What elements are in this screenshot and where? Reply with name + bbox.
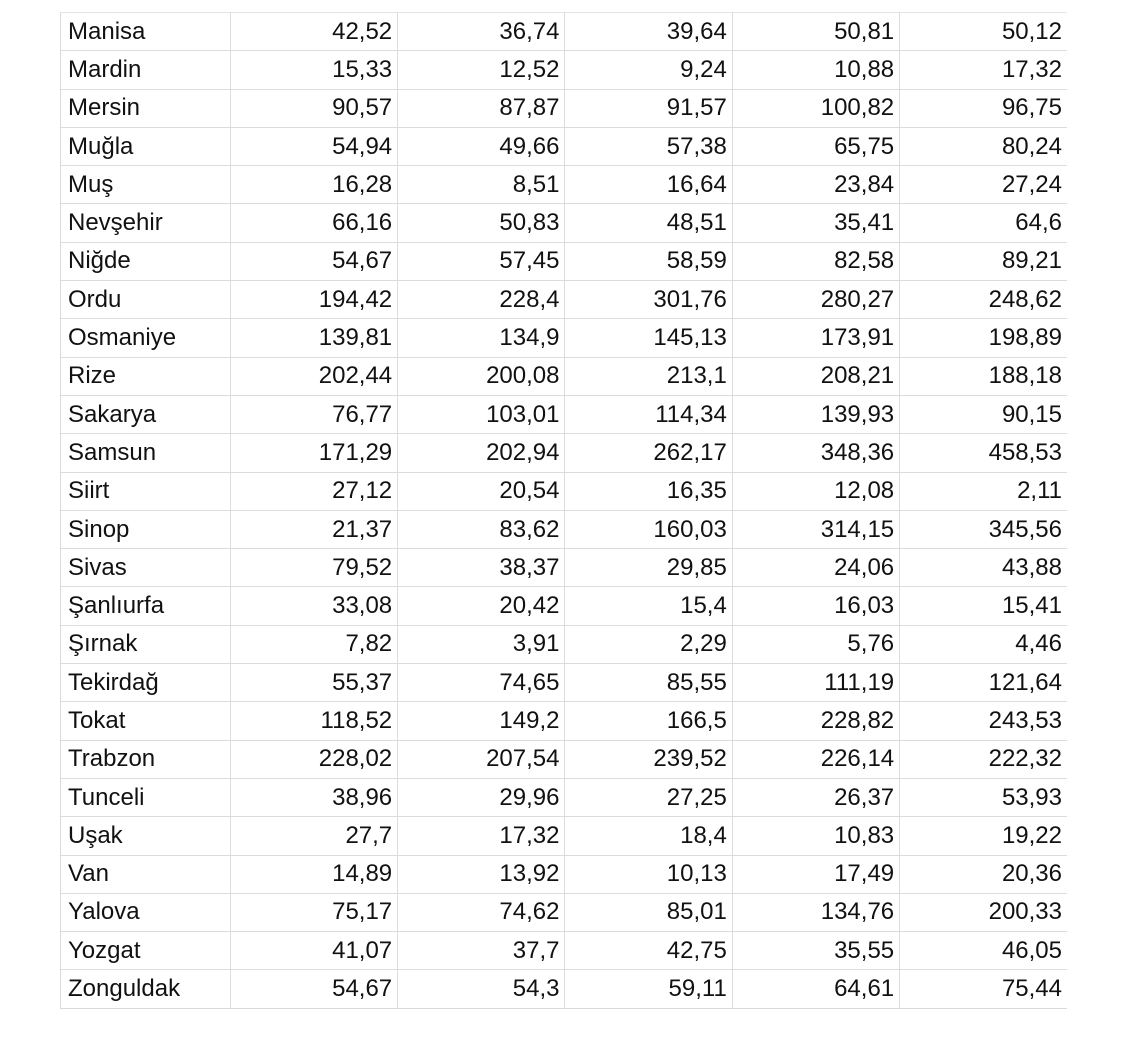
value-cell[interactable]: 114,34	[565, 395, 732, 433]
province-name-cell[interactable]: Sakarya	[61, 395, 230, 433]
value-cell[interactable]: 2,11	[900, 472, 1067, 510]
province-name-cell[interactable]: Yalova	[61, 893, 230, 931]
value-cell[interactable]: 139,93	[732, 395, 899, 433]
value-cell[interactable]: 48,51	[565, 204, 732, 242]
value-cell[interactable]: 173,91	[732, 319, 899, 357]
value-cell[interactable]: 345,56	[900, 510, 1067, 548]
table-row	[61, 281, 1067, 319]
value-cell[interactable]: 17,32	[900, 51, 1067, 89]
province-name-cell[interactable]: Muş	[61, 166, 230, 204]
table-row	[61, 472, 1067, 510]
value-cell[interactable]: 458,53	[900, 434, 1067, 472]
value-cell[interactable]: 53,93	[900, 778, 1067, 816]
value-cell[interactable]: 89,21	[900, 242, 1067, 280]
province-name-cell[interactable]: Nevşehir	[61, 204, 230, 242]
table-row	[61, 510, 1067, 548]
value-cell[interactable]: 239,52	[565, 740, 732, 778]
value-cell[interactable]: 59,11	[565, 970, 732, 1008]
value-cell[interactable]: 5,76	[732, 625, 899, 663]
value-cell[interactable]: 228,02	[230, 740, 397, 778]
value-cell[interactable]: 200,08	[398, 357, 565, 395]
province-name-cell[interactable]: Uşak	[61, 817, 230, 855]
value-cell[interactable]: 54,3	[398, 970, 565, 1008]
value-cell[interactable]: 80,24	[900, 127, 1067, 165]
value-cell[interactable]: 54,94	[230, 127, 397, 165]
value-cell[interactable]: 36,74	[398, 13, 565, 51]
province-name-cell[interactable]: Rize	[61, 357, 230, 395]
value-cell[interactable]: 188,18	[900, 357, 1067, 395]
value-cell[interactable]: 166,5	[565, 702, 732, 740]
table-row	[61, 89, 1067, 127]
value-cell[interactable]: 145,13	[565, 319, 732, 357]
value-cell[interactable]: 301,76	[565, 281, 732, 319]
value-cell[interactable]: 49,66	[398, 127, 565, 165]
table-row	[61, 932, 1067, 970]
value-cell[interactable]: 16,28	[230, 166, 397, 204]
province-name-cell[interactable]: Tekirdağ	[61, 664, 230, 702]
value-cell[interactable]: 111,19	[732, 664, 899, 702]
value-cell[interactable]: 33,08	[230, 587, 397, 625]
value-cell[interactable]: 243,53	[900, 702, 1067, 740]
value-cell[interactable]: 202,44	[230, 357, 397, 395]
table-row	[61, 242, 1067, 280]
province-name-cell[interactable]: Zonguldak	[61, 970, 230, 1008]
value-cell[interactable]: 74,62	[398, 893, 565, 931]
value-cell[interactable]: 27,24	[900, 166, 1067, 204]
value-cell[interactable]: 262,17	[565, 434, 732, 472]
value-cell[interactable]: 15,4	[565, 587, 732, 625]
value-cell[interactable]: 202,94	[398, 434, 565, 472]
value-cell[interactable]: 66,16	[230, 204, 397, 242]
value-cell[interactable]: 83,62	[398, 510, 565, 548]
value-cell[interactable]: 9,24	[565, 51, 732, 89]
value-cell[interactable]: 3,91	[398, 625, 565, 663]
province-name-cell[interactable]: Sinop	[61, 510, 230, 548]
value-cell[interactable]: 248,62	[900, 281, 1067, 319]
province-name-cell[interactable]: Şırnak	[61, 625, 230, 663]
value-cell[interactable]: 38,96	[230, 778, 397, 816]
province-name-cell[interactable]: Tunceli	[61, 778, 230, 816]
value-cell[interactable]: 64,61	[732, 970, 899, 1008]
value-cell[interactable]: 16,35	[565, 472, 732, 510]
value-cell[interactable]: 160,03	[565, 510, 732, 548]
value-cell[interactable]: 18,4	[565, 817, 732, 855]
value-cell[interactable]: 54,67	[230, 242, 397, 280]
value-cell[interactable]: 57,38	[565, 127, 732, 165]
value-cell[interactable]: 38,37	[398, 549, 565, 587]
value-cell[interactable]: 15,41	[900, 587, 1067, 625]
province-name-cell[interactable]: Yozgat	[61, 932, 230, 970]
table-body	[61, 13, 1067, 1008]
table-row	[61, 778, 1067, 816]
value-cell[interactable]: 96,75	[900, 89, 1067, 127]
value-cell[interactable]: 75,17	[230, 893, 397, 931]
value-cell[interactable]: 10,83	[732, 817, 899, 855]
province-name-cell[interactable]: Trabzon	[61, 740, 230, 778]
province-name-cell[interactable]: Tokat	[61, 702, 230, 740]
table-row	[61, 740, 1067, 778]
table-row	[61, 357, 1067, 395]
value-cell[interactable]: 21,37	[230, 510, 397, 548]
table-row	[61, 893, 1067, 931]
value-cell[interactable]: 10,88	[732, 51, 899, 89]
province-name-cell[interactable]: Mersin	[61, 89, 230, 127]
value-cell[interactable]: 314,15	[732, 510, 899, 548]
value-cell[interactable]: 29,96	[398, 778, 565, 816]
value-cell[interactable]: 348,36	[732, 434, 899, 472]
value-cell[interactable]: 149,2	[398, 702, 565, 740]
value-cell[interactable]: 17,32	[398, 817, 565, 855]
table-row	[61, 817, 1067, 855]
value-cell[interactable]: 198,89	[900, 319, 1067, 357]
value-cell[interactable]: 42,52	[230, 13, 397, 51]
value-cell[interactable]: 20,36	[900, 855, 1067, 893]
province-name-cell[interactable]: Ordu	[61, 281, 230, 319]
value-cell[interactable]: 20,54	[398, 472, 565, 510]
province-name-cell[interactable]: Sivas	[61, 549, 230, 587]
province-name-cell[interactable]: Van	[61, 855, 230, 893]
value-cell[interactable]: 207,54	[398, 740, 565, 778]
value-cell[interactable]: 2,29	[565, 625, 732, 663]
value-cell[interactable]: 16,64	[565, 166, 732, 204]
province-name-cell[interactable]: Manisa	[61, 13, 230, 51]
value-cell[interactable]: 54,67	[230, 970, 397, 1008]
value-cell[interactable]: 43,88	[900, 549, 1067, 587]
value-cell[interactable]: 171,29	[230, 434, 397, 472]
value-cell[interactable]: 26,37	[732, 778, 899, 816]
value-cell[interactable]: 228,4	[398, 281, 565, 319]
province-name-cell[interactable]: Samsun	[61, 434, 230, 472]
value-cell[interactable]: 20,42	[398, 587, 565, 625]
province-name-cell[interactable]: Siirt	[61, 472, 230, 510]
value-cell[interactable]: 35,55	[732, 932, 899, 970]
value-cell[interactable]: 14,89	[230, 855, 397, 893]
spreadsheet-table-container	[60, 12, 1067, 1009]
value-cell[interactable]: 100,82	[732, 89, 899, 127]
value-cell[interactable]: 39,64	[565, 13, 732, 51]
value-cell[interactable]: 50,81	[732, 13, 899, 51]
value-cell[interactable]: 23,84	[732, 166, 899, 204]
value-cell[interactable]: 85,55	[565, 664, 732, 702]
value-cell[interactable]: 57,45	[398, 242, 565, 280]
value-cell[interactable]: 15,33	[230, 51, 397, 89]
table-row	[61, 855, 1067, 893]
value-cell[interactable]: 226,14	[732, 740, 899, 778]
table-row	[61, 127, 1067, 165]
value-cell[interactable]: 58,59	[565, 242, 732, 280]
value-cell[interactable]: 228,82	[732, 702, 899, 740]
table-row	[61, 13, 1067, 51]
value-cell[interactable]: 118,52	[230, 702, 397, 740]
table-row	[61, 702, 1067, 740]
table-row	[61, 434, 1067, 472]
value-cell[interactable]: 85,01	[565, 893, 732, 931]
value-cell[interactable]: 37,7	[398, 932, 565, 970]
value-cell[interactable]: 16,03	[732, 587, 899, 625]
province-data-table	[61, 12, 1067, 1008]
value-cell[interactable]: 64,6	[900, 204, 1067, 242]
table-row	[61, 166, 1067, 204]
value-cell[interactable]: 91,57	[565, 89, 732, 127]
value-cell[interactable]: 76,77	[230, 395, 397, 433]
value-cell[interactable]: 19,22	[900, 817, 1067, 855]
value-cell[interactable]: 139,81	[230, 319, 397, 357]
value-cell[interactable]: 65,75	[732, 127, 899, 165]
value-cell[interactable]: 12,08	[732, 472, 899, 510]
value-cell[interactable]: 24,06	[732, 549, 899, 587]
value-cell[interactable]: 55,37	[230, 664, 397, 702]
province-name-cell[interactable]: Osmaniye	[61, 319, 230, 357]
table-row	[61, 587, 1067, 625]
value-cell[interactable]: 12,52	[398, 51, 565, 89]
value-cell[interactable]: 208,21	[732, 357, 899, 395]
value-cell[interactable]: 4,46	[900, 625, 1067, 663]
value-cell[interactable]: 42,75	[565, 932, 732, 970]
table-row	[61, 51, 1067, 89]
value-cell[interactable]: 10,13	[565, 855, 732, 893]
value-cell[interactable]: 50,12	[900, 13, 1067, 51]
value-cell[interactable]: 29,85	[565, 549, 732, 587]
table-row	[61, 395, 1067, 433]
value-cell[interactable]: 90,57	[230, 89, 397, 127]
value-cell[interactable]: 134,76	[732, 893, 899, 931]
value-cell[interactable]: 213,1	[565, 357, 732, 395]
value-cell[interactable]: 27,25	[565, 778, 732, 816]
value-cell[interactable]: 75,44	[900, 970, 1067, 1008]
value-cell[interactable]: 8,51	[398, 166, 565, 204]
value-cell[interactable]: 222,32	[900, 740, 1067, 778]
value-cell[interactable]: 7,82	[230, 625, 397, 663]
table-row	[61, 549, 1067, 587]
province-name-cell[interactable]: Mardin	[61, 51, 230, 89]
province-name-cell[interactable]: Şanlıurfa	[61, 587, 230, 625]
table-row	[61, 319, 1067, 357]
table-row	[61, 970, 1067, 1008]
value-cell[interactable]: 103,01	[398, 395, 565, 433]
table-row	[61, 204, 1067, 242]
value-cell[interactable]: 87,87	[398, 89, 565, 127]
value-cell[interactable]: 27,7	[230, 817, 397, 855]
table-row	[61, 664, 1067, 702]
value-cell[interactable]: 74,65	[398, 664, 565, 702]
value-cell[interactable]: 82,58	[732, 242, 899, 280]
value-cell[interactable]: 121,64	[900, 664, 1067, 702]
value-cell[interactable]: 35,41	[732, 204, 899, 242]
province-name-cell[interactable]: Niğde	[61, 242, 230, 280]
table-row	[61, 625, 1067, 663]
value-cell[interactable]: 46,05	[900, 932, 1067, 970]
value-cell[interactable]: 194,42	[230, 281, 397, 319]
value-cell[interactable]: 50,83	[398, 204, 565, 242]
value-cell[interactable]: 79,52	[230, 549, 397, 587]
province-name-cell[interactable]: Muğla	[61, 127, 230, 165]
value-cell[interactable]: 27,12	[230, 472, 397, 510]
value-cell[interactable]: 90,15	[900, 395, 1067, 433]
value-cell[interactable]: 200,33	[900, 893, 1067, 931]
value-cell[interactable]: 17,49	[732, 855, 899, 893]
value-cell[interactable]: 41,07	[230, 932, 397, 970]
value-cell[interactable]: 134,9	[398, 319, 565, 357]
value-cell[interactable]: 13,92	[398, 855, 565, 893]
value-cell[interactable]: 280,27	[732, 281, 899, 319]
